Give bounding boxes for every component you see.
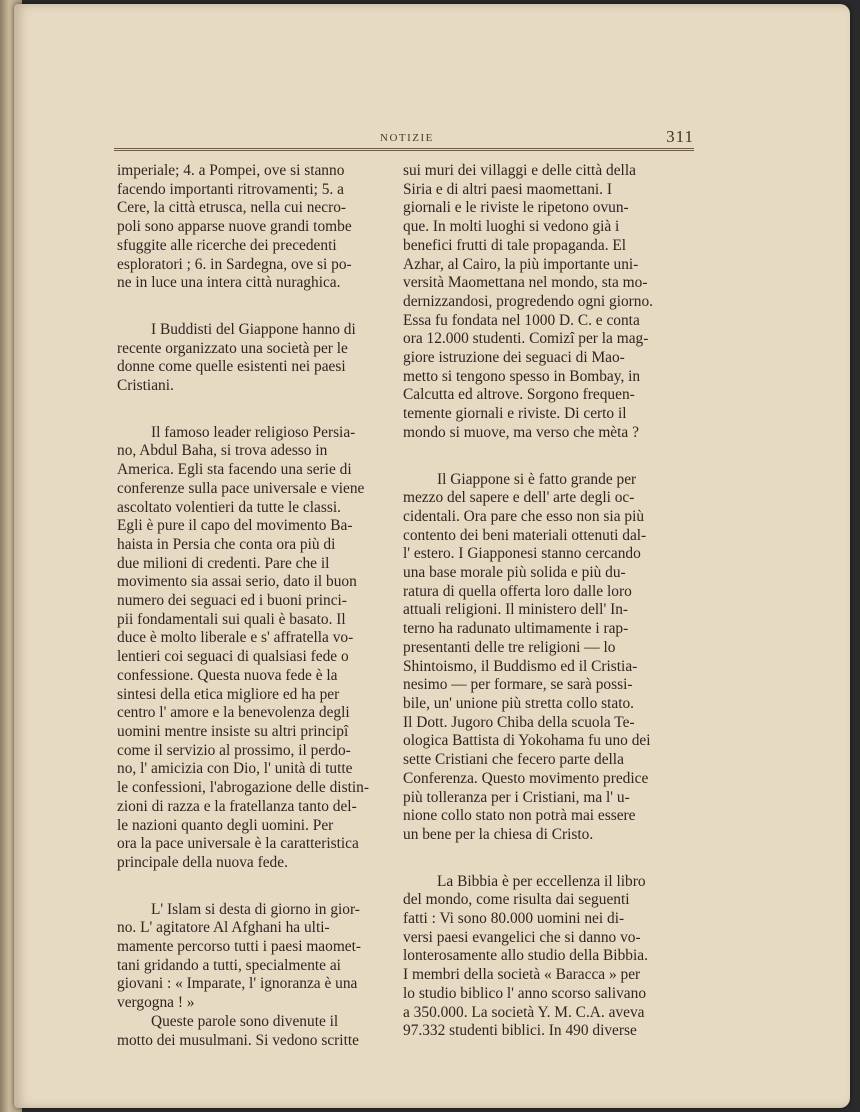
running-title: NOTIZIE bbox=[380, 132, 434, 144]
paragraph: sui muri dei villaggi e delle città della Siria e di altri paesi maomettani. I giornali e le riviste le ripetono ovun- que. In molti luoghi si vedono già i benefici frutti di tale propaganda. El Azhar, al Cairo, la più importante uni- versità Maomettana nel mondo, sta mo- dernizzandosi, progredendo ogni giorno. Essa fu fondata nel 1000 D. C. e conta ora 12.000 studenti. Comizî per la mag- giore istruzione dei seguaci di Mao- metto si tengono spesso in Bombay, in Calcutta ed altrove. Sorgono frequen- temente giornali e riviste. Di certo il mondo si muove, ma verso che mèta ? bbox=[403, 162, 654, 441]
paragraph: Il famoso leader religioso Persia- no, Abdul Baha, si trova adesso in America. Egli sta facendo una serie di conferenze sulla pace universale e viene ascoltato volentieri da tutte le classi. Egli è pure il capo del movimento Ba- haista in Persia che conta ora più di due milioni di credenti. Pare che il movimento sia assai serio, dato il buon numero dei seguaci ed i buoni princi- pii fondamentali sui quali è basato. Il duce è molto liberale e s' affratella vo- lentieri coi seguaci di qualsiasi fede o confessione. Questa nuova fede è la sintesi della etica migliore ed ha per centro l' amore e la benevolenza degli uomini mentre insiste su altri principî come il servizio al prossimo, il perdo- no, l' amicizia con Dio, l' unità di tutte le confessioni, l'abrogazione delle distin- zioni di razza e la fratellanza tanto del- le nazioni quanto degli uomini. Per ora la pace universale è la caratteristica principale della nuova fede. bbox=[117, 423, 369, 871]
paragraph: I Buddisti del Giappone hanno di recente organizzato una società per le donne come quelle esistenti nei paesi Cristiani. bbox=[117, 320, 356, 395]
left-column bbox=[117, 162, 387, 1050]
paragraph: Queste parole sono divenute il motto dei musulmani. Si vedono scritte bbox=[117, 1012, 359, 1049]
page-number: 311 bbox=[666, 127, 694, 146]
paragraph: L' Islam si desta di giorno in gior- no. L' agitatore Al Afghani ha ulti- mamente percorso tutti i paesi maomet- tani gridando a tutti, specialmente ai giovani : « Imparate, l' ignoranza è una vergogna ! » bbox=[117, 900, 362, 1012]
paragraph: Il Giappone si è fatto grande per mezzo del sapere e dell' arte degli oc- cidentali. Ora pare che esso non sia più contento dei beni materiali ottenuti dal- l' estero. I Giapponesi stanno cercando una base morale più solida e più du- ratura di quella offerta loro dalle loro attuali religioni. Il ministero dell' In- terno ha radunato ultimamente i rap- presentanti delle tre religioni — lo Shintoismo, il Buddismo ed il Cristia- nesimo — per formare, se sarà possi- bile, un' unione più stretta collo stato. Il Dott. Jugoro Chiba della scuola Te- ologica Battista di Yokohama fu uno dei sette Cristiani che fecero parte della Conferenza. Questo movimento predice più tolleranza per i Cristiani, ma l' u- nione collo stato non potrà mai essere un bene per la chiesa di Cristo. bbox=[403, 470, 651, 843]
paragraph: imperiale; 4. a Pompei, ove si stanno facendo importanti ritrovamenti; 5. a Cere, la città etrusca, nella cui necro- poli sono apparse nuove grandi tombe sfuggite alle ricerche dei precedenti esploratori ; 6. in Sardegna, ove si po- ne in luce una intera città nuraghica. bbox=[117, 162, 352, 292]
page-header bbox=[114, 126, 694, 152]
paragraph: La Bibbia è per eccellenza il libro del mondo, come risulta dai seguenti fatti : Vi sono 80.000 uomini nei di- versi paesi evangelici che si danno vo- lonterosamente allo studio della Bibbia. I membri della società « Baracca » per lo studio biblico l' anno scorso salivano a 350.000. La società Y. M. C.A. aveva 97.332 studenti biblici. In 490 diverse bbox=[403, 872, 648, 1040]
right-column bbox=[403, 162, 673, 1041]
header-rule bbox=[114, 148, 694, 151]
